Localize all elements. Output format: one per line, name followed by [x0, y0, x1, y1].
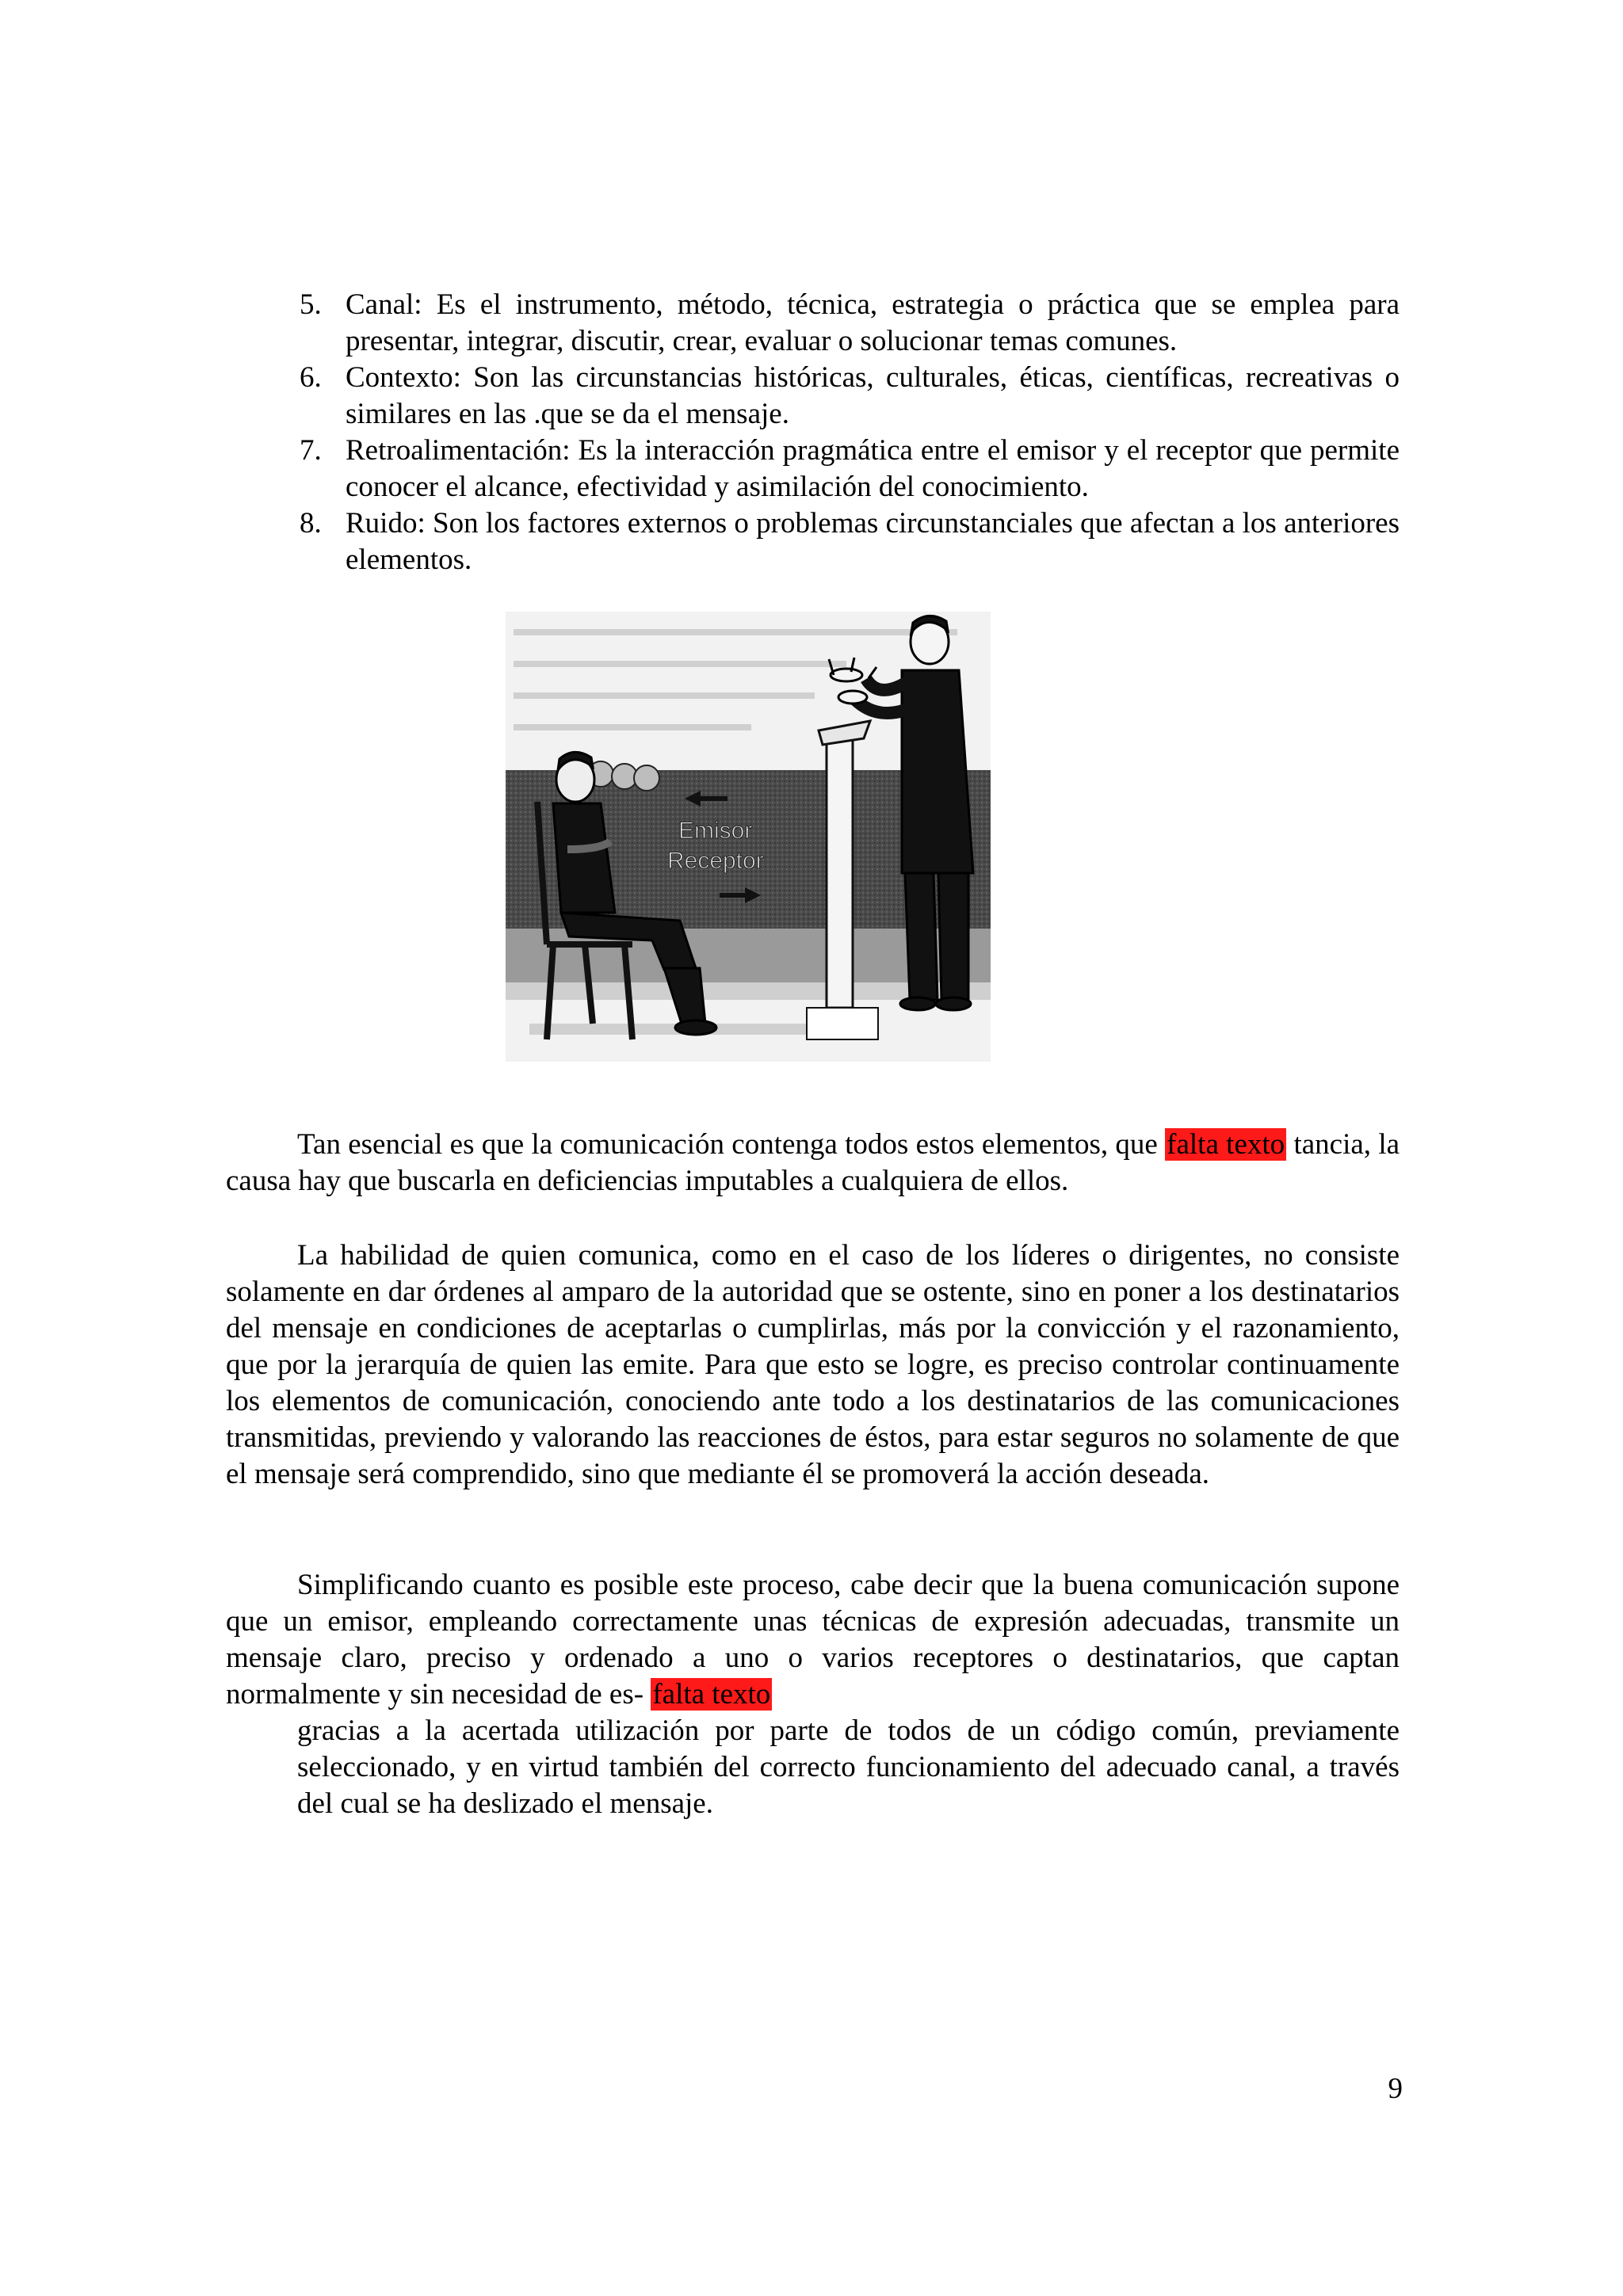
paragraph-simplifying-process	[226, 1567, 1400, 1822]
receptor-label: Receptor	[667, 848, 764, 874]
list-item-text: Ruido: Son los factores externos o problemas circunstanciales que afectan a los anteriores elementos.	[346, 507, 1400, 576]
list-item	[300, 433, 1400, 505]
communication-illustration	[506, 612, 991, 1062]
paragraph-text: La habilidad de quien comunica, como en el caso de los líderes o dirigentes, no consiste solamente en dar órdenes al amparo de la autoridad que se ostente, sino en poner a los destinatarios del mensaje en condiciones de aceptarlas o cumplirlas, más por la convicción y el razonamiento, que por la jerarquía de quien las emite. Para que esto se logre, es preciso controlar continuamente los elementos de comunicación, conociendo ante todo a los destinatarios de las comunicaciones transmitidas, previendo y valorando las reacciones de éstos, para estar seguros no solamente de que el mensaje será comprendido, sino que mediante él se promoverá la acción deseada.	[226, 1239, 1400, 1490]
list-item-text: Retroalimentación: Es la interacción pragmática entre el emisor y el receptor que permite conocer el alcance, efectividad y asimilación del conocimiento.	[346, 434, 1400, 503]
emisor-label: Emisor	[678, 818, 753, 844]
paragraph-text: tancia, la causa hay que buscarla en deficiencias imputables a cualquiera de ellos.	[226, 1128, 1400, 1197]
list-item	[300, 505, 1400, 578]
paragraph-text: Tan esencial es que la comunicación contenga todos estos elementos, que	[297, 1128, 1158, 1161]
list-item-text: Canal: Es el instrumento, método, técnica, estrategia o práctica que se emplea para presentar, integrar, discutir, crear, evaluar o solucionar temas comunes.	[346, 288, 1400, 357]
missing-text-highlight: falta texto	[652, 1678, 771, 1711]
list-number: 6.	[300, 361, 322, 394]
missing-text-highlight: falta texto	[1167, 1128, 1285, 1161]
list-number: 8.	[300, 507, 322, 540]
paragraph-text: gracias a la acertada utilización por parte de todos de un código común, previamente seleccionado, y en virtud también del correcto funcionamiento del adecuado canal, a través del cual se ha deslizado el mensaje.	[297, 1714, 1400, 1820]
list-item	[300, 287, 1400, 360]
list-number: 7.	[300, 434, 322, 467]
paragraph-elements-importance	[226, 1127, 1400, 1199]
list-item-text: Contexto: Son las circunstancias históricas, culturales, éticas, científicas, recreativas o similares en las .que se da el mensaje.	[346, 361, 1400, 430]
list-item	[300, 360, 1400, 433]
paragraph-text: Simplificando cuanto es posible este proceso, cabe decir que la buena comunicación supone que un emisor, empleando correctamente unas técnicas de expresión adecuadas, transmite un mensaje claro, preciso y ordenado a uno o varios receptores o destinatarios, que captan normalmente y sin necesidad de es-	[226, 1569, 1400, 1711]
page-number: 9	[1388, 2073, 1403, 2105]
paragraph-communicator-skill	[226, 1238, 1400, 1493]
list-number: 5.	[300, 288, 322, 321]
elements-list	[300, 287, 1400, 578]
